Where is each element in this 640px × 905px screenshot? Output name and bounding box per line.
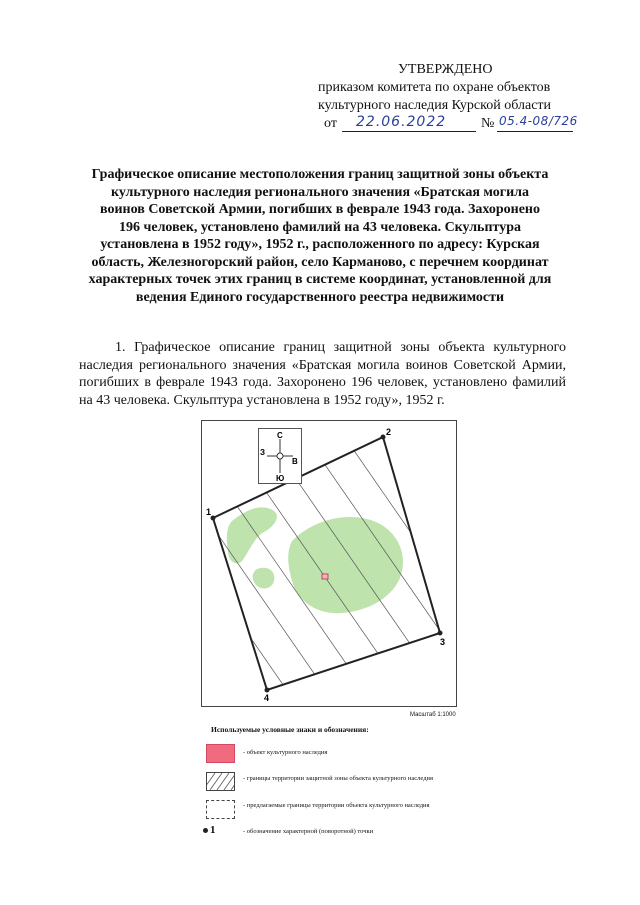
approval-number-label: №: [481, 116, 495, 131]
approval-date: 22.06.2022: [356, 114, 447, 130]
legend-title: Используемые условные знаки и обозначения:: [211, 725, 369, 734]
point-label-3: 3: [440, 637, 446, 647]
point-label-1: 1: [206, 507, 212, 517]
number-underline: [497, 131, 573, 132]
legend-symbol-point: [203, 828, 208, 833]
legend-symbol-protection-zone: [206, 772, 235, 791]
compass-north: С: [277, 431, 283, 440]
approval-heading: УТВЕРЖДЕНО: [398, 62, 493, 77]
corner-point: [438, 631, 443, 636]
compass-west: З: [260, 448, 266, 457]
compass-east: В: [292, 457, 298, 466]
section-1-text: 1. Графическое описание границ защитной зоны объекта культурного наследия регионального значения «Братская могила воинов Советской Армии, погибших в феврале 1943 года. Захоронено 196 человек, установлено фамилий на 43 человека. Скульптура установлена в 1952 году», 1952 г.: [79, 340, 566, 408]
approval-number: 05.4-08/726: [499, 114, 578, 128]
green-area: [227, 507, 277, 563]
map-drawing: [202, 421, 456, 706]
approval-line-1: приказом комитета по охране объектов: [318, 80, 551, 95]
approval-line-2: культурного наследия Курской области: [318, 98, 552, 113]
legend-text-point: - обозначение характерной (поворотной) точки: [243, 828, 374, 835]
point-label-4: 4: [264, 693, 270, 703]
heritage-object: [322, 574, 328, 579]
legend-point-number: 1: [210, 824, 216, 836]
green-area: [253, 568, 275, 589]
corner-point: [381, 435, 386, 440]
document-title: Графическое описание местоположения границ защитной зоны объекта культурного наследия регионального значения «Братская могила воинов Советской Армии, погибших в феврале 1943 года. Захоронено 196 человек, установлено фамилий на 43 человека. Скульптура установлена в 1952 году», 1952 г., расположенного по адресу: Курская область, Железногорский район, село Карманово, с перечнем координат характерных точек этих границ в системе координат, установленной для ведения Единого государственного реестра недвижимости: [88, 167, 552, 305]
green-area: [288, 517, 403, 613]
corner-point: [211, 516, 216, 521]
legend-text-proposed-boundary: - предлагаемые границы территории объекта культурного наследия: [243, 802, 430, 809]
approval-from-label: от: [324, 116, 337, 131]
map-scale: Масштаб 1:1000: [410, 712, 456, 718]
legend-symbol-proposed-boundary: [206, 800, 235, 819]
legend-text-heritage-object: - объект культурного наследия: [243, 749, 328, 756]
point-label-2: 2: [386, 427, 392, 437]
compass-icon: [259, 429, 301, 483]
legend-symbol-heritage-object: [206, 744, 235, 763]
legend-text-protection-zone: - границы территории защитной зоны объекта культурного наследия: [243, 775, 433, 782]
corner-point: [265, 688, 270, 693]
map-frame: [201, 420, 457, 707]
compass-south: Ю: [276, 474, 285, 483]
date-underline: [342, 131, 476, 132]
compass-rose: [258, 428, 302, 484]
